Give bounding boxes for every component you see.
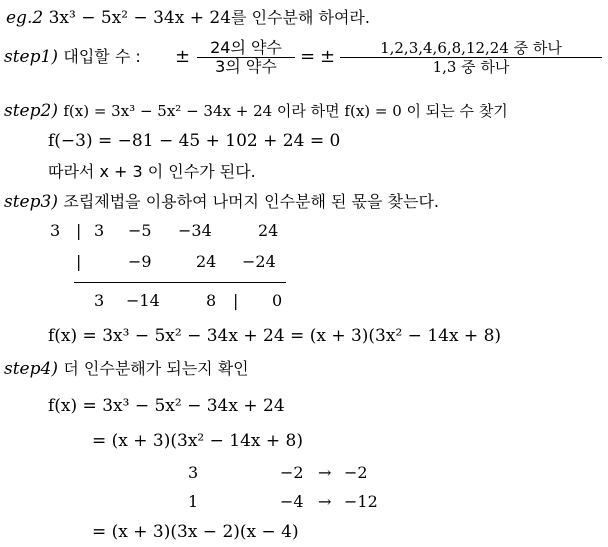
- arrow-right-icon: →: [318, 463, 332, 482]
- example-expression: 3x³ − 5x² − 34x + 24: [48, 8, 232, 28]
- fraction-2-numerator: 1,2,3,4,6,8,12,24 중 하나: [380, 39, 562, 57]
- step2-label: step2): [4, 101, 58, 121]
- synthetic-cell: 8: [206, 291, 217, 310]
- synthetic-cell: −24: [242, 252, 276, 271]
- step1-plusminus-2: ±: [320, 46, 336, 67]
- step2-conclusion: 따라서 x + 3 이 인수가 된다.: [48, 162, 256, 181]
- arrow-right-icon: →: [318, 492, 332, 511]
- synthetic-cell: 24: [196, 252, 217, 271]
- step3-text: 조립제법을 이용하여 나머지 인수분해 된 몫을 찾는다.: [63, 192, 439, 211]
- cross-cell: −2: [344, 463, 368, 482]
- fraction-1-numerator: 24의 약수: [210, 38, 282, 57]
- synthetic-bar-3: |: [233, 291, 239, 310]
- step4-label: step4): [4, 359, 58, 379]
- synthetic-cell: 0: [272, 291, 283, 310]
- fraction-1-denominator: 3의 약수: [197, 57, 295, 76]
- step1-line: [4, 47, 141, 67]
- fraction-2-denominator: 1,3 중 하나: [340, 57, 602, 76]
- synthetic-division-rule: [74, 282, 286, 283]
- synthetic-bar-2: |: [76, 252, 82, 271]
- example-instruction: 를 인수분해 하여라.: [231, 8, 370, 27]
- synthetic-cell: −34: [178, 221, 212, 240]
- cross-cell: 1: [188, 492, 199, 511]
- example-line: [6, 8, 370, 28]
- step1-fraction-1: [197, 39, 295, 76]
- step2-evaluation: f(−3) = −81 − 45 + 102 + 24 = 0: [48, 131, 341, 151]
- synthetic-cell: 3: [94, 291, 105, 310]
- step1-plusminus-1: ±: [175, 46, 191, 67]
- synthetic-cell: −14: [126, 291, 160, 310]
- step2-line: [4, 101, 508, 121]
- step2-statement: f(x) = 3x³ − 5x² − 34x + 24 이라 하면 f(x) = 0 이 되는 수 찾기: [63, 102, 508, 120]
- synthetic-cell: 24: [258, 221, 279, 240]
- step3-label: step3): [4, 192, 58, 212]
- step4-factor-final: = (x + 3)(3x − 2)(x − 4): [92, 522, 299, 542]
- cross-cell: −2: [280, 463, 304, 482]
- step1-fraction-2: [340, 39, 602, 76]
- step4-line: [4, 359, 249, 379]
- step1-equals: =: [300, 46, 316, 67]
- step4-expression: f(x) = 3x³ − 5x² − 34x + 24: [48, 396, 285, 416]
- cross-cell: −4: [280, 492, 304, 511]
- step1-label: step1): [4, 47, 58, 67]
- example-label: eg.2: [6, 8, 44, 28]
- synthetic-cell: −5: [128, 221, 152, 240]
- step4-factor-1: = (x + 3)(3x² − 14x + 8): [92, 431, 303, 451]
- synthetic-divisor: 3: [50, 221, 61, 240]
- synthetic-cell: −9: [128, 252, 152, 271]
- step4-text: 더 인수분해가 되는지 확인: [63, 359, 249, 378]
- step3-result: f(x) = 3x³ − 5x² − 34x + 24 = (x + 3)(3x² − 14x + 8): [48, 326, 502, 346]
- cross-cell: 3: [188, 463, 199, 482]
- step3-line: [4, 192, 439, 212]
- step1-text: 대입할 수 :: [63, 47, 141, 66]
- synthetic-bar-1: |: [76, 221, 82, 240]
- synthetic-cell: 3: [94, 221, 105, 240]
- cross-cell: −12: [344, 492, 378, 511]
